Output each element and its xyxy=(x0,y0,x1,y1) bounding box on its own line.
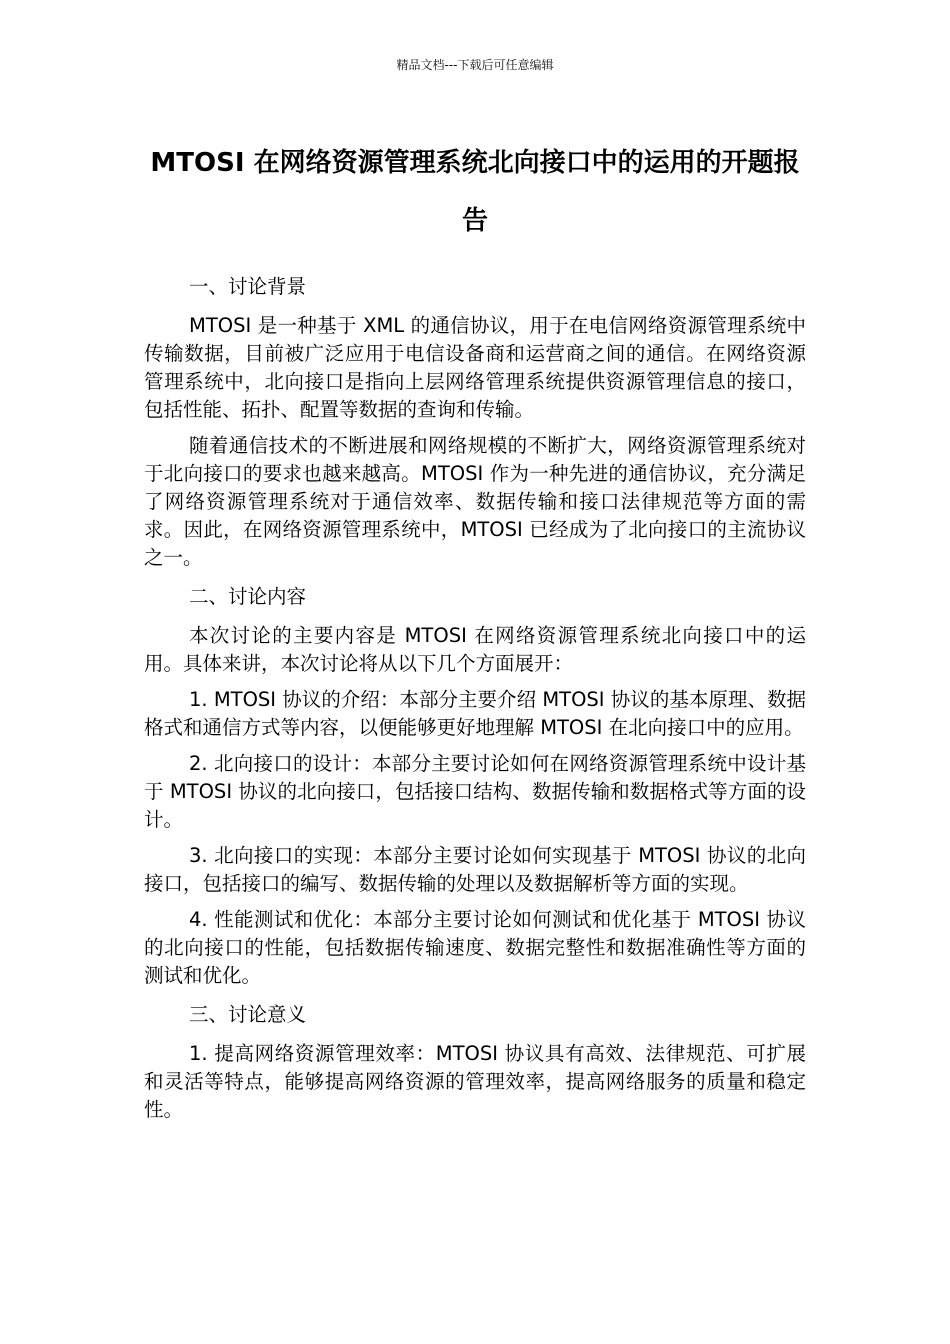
list-item: 4. 性能测试和优化：本部分主要讨论如何测试和优化基于 MTOSI 协议的北向接口的性能，包括数据传输速度、数据完整性和数据准确性等方面的测试和优化。 xyxy=(144,908,806,987)
list-item: 2. 北向接口的设计：本部分主要讨论如何在网络资源管理系统中设计基于 MTOSI 协议的北向接口，包括接口结构、数据传输和数据格式等方面的设计。 xyxy=(144,752,806,831)
header-note: 精品文档---下载后可任意编辑 xyxy=(396,58,554,72)
document-title: MTOSI 在网络资源管理系统北向接口中的运用的开题报告 xyxy=(150,148,800,236)
list-item: 1. 提高网络资源管理效率：MTOSI 协议具有高效、法律规范、可扩展和灵活等特点，能够提高网络资源的管理效率，提高网络服务的质量和稳定性。 xyxy=(144,1042,806,1121)
section-heading-background: 一、讨论背景 xyxy=(189,275,307,298)
paragraph: 本次讨论的主要内容是 MTOSI 在网络资源管理系统北向接口中的运用。具体来讲，本次讨论将从以下几个方面展开： xyxy=(144,624,806,675)
paragraph: MTOSI 是一种基于 XML 的通信协议，用于在电信网络资源管理系统中传输数据，目前被广泛应用于电信设备商和运营商之间的通信。在网络资源管理系统中，北向接口是指向上层网络管理系统提供资源管理信息的接口，包括性能、拓扑、配置等数据的查询和传输。 xyxy=(144,314,806,421)
paragraph: 随着通信技术的不断进展和网络规模的不断扩大，网络资源管理系统对于北向接口的要求也越来越高。MTOSI 作为一种先进的通信协议，充分满足了网络资源管理系统对于通信效率、数据传输和接口法律规范等方面的需求。因此，在网络资源管理系统中，MTOSI 已经成为了北向接口的主流协议之一。 xyxy=(144,434,806,569)
list-item: 3. 北向接口的实现：本部分主要讨论如何实现基于 MTOSI 协议的北向接口，包括接口的编写、数据传输的处理以及数据解析等方面的实现。 xyxy=(144,844,806,895)
section-heading-significance: 三、讨论意义 xyxy=(189,1003,307,1026)
section-heading-content: 二、讨论内容 xyxy=(189,585,307,608)
document-body xyxy=(144,270,806,1132)
list-item: 1. MTOSI 协议的介绍：本部分主要介绍 MTOSI 协议的基本原理、数据格式和通信方式等内容，以便能够更好地理解 MTOSI 在北向接口中的应用。 xyxy=(144,688,806,739)
